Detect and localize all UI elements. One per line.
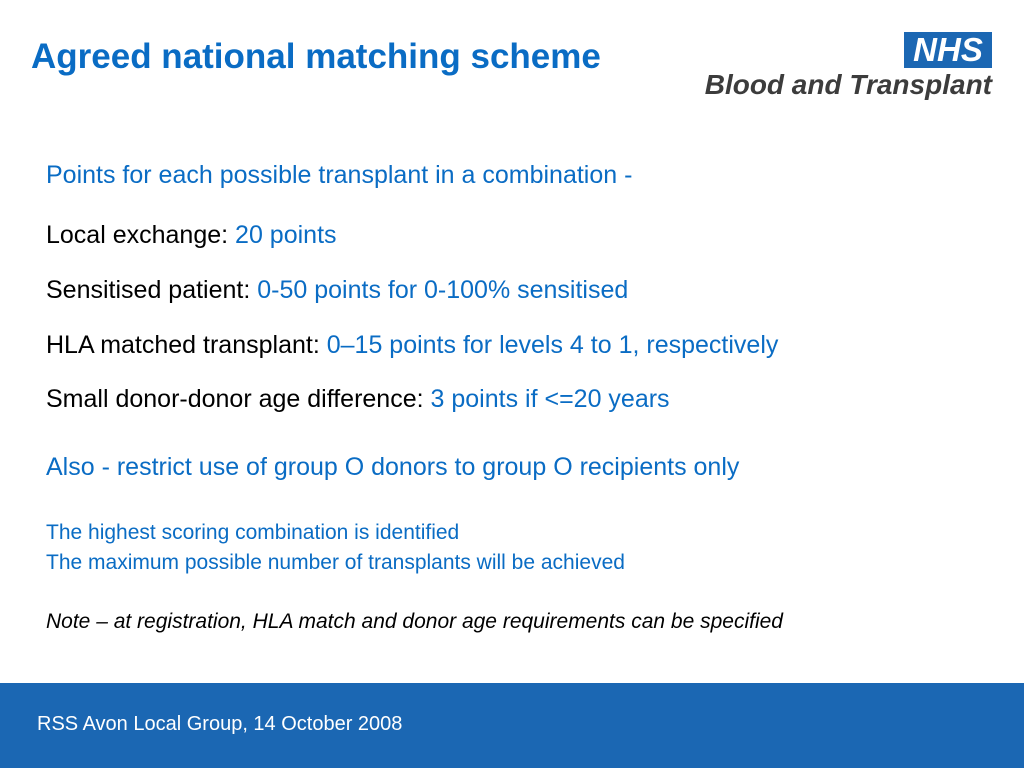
slide-title: Agreed national matching scheme bbox=[31, 37, 601, 76]
rule-hla-matched bbox=[46, 330, 778, 360]
registration-note: Note – at registration, HLA match and donor age requirements can be specified bbox=[46, 610, 783, 633]
rule-label: Small donor-donor age difference: bbox=[46, 385, 424, 413]
rule-value: 0–15 points for levels 4 to 1, respectively bbox=[326, 331, 779, 359]
rule-value: 0-50 points for 0-100% sensitised bbox=[257, 276, 629, 304]
rule-age-difference bbox=[46, 384, 670, 414]
footer-text: RSS Avon Local Group, 14 October 2008 bbox=[37, 713, 403, 735]
footer-bar bbox=[0, 683, 1024, 768]
points-intro: Points for each possible transplant in a combination - bbox=[46, 161, 633, 189]
outcome-maximum-transplants: The maximum possible number of transplants will be achieved bbox=[46, 551, 625, 574]
nhs-blood-and-transplant-logo bbox=[702, 32, 992, 102]
rule-sensitised-patient bbox=[46, 275, 628, 305]
rule-value: 3 points if <=20 years bbox=[430, 385, 670, 413]
rule-label: Local exchange: bbox=[46, 221, 229, 249]
rule-label: HLA matched transplant: bbox=[46, 331, 320, 359]
nhs-logo-box: NHS bbox=[904, 32, 992, 68]
rule-label: Sensitised patient: bbox=[46, 276, 251, 304]
rule-local-exchange bbox=[46, 220, 337, 250]
outcome-highest-scoring: The highest scoring combination is identified bbox=[46, 521, 460, 544]
nhs-logo-subtitle: Blood and Transplant bbox=[704, 69, 992, 100]
group-o-restriction: Also - restrict use of group O donors to group O recipients only bbox=[46, 453, 740, 481]
rule-value: 20 points bbox=[235, 221, 337, 249]
